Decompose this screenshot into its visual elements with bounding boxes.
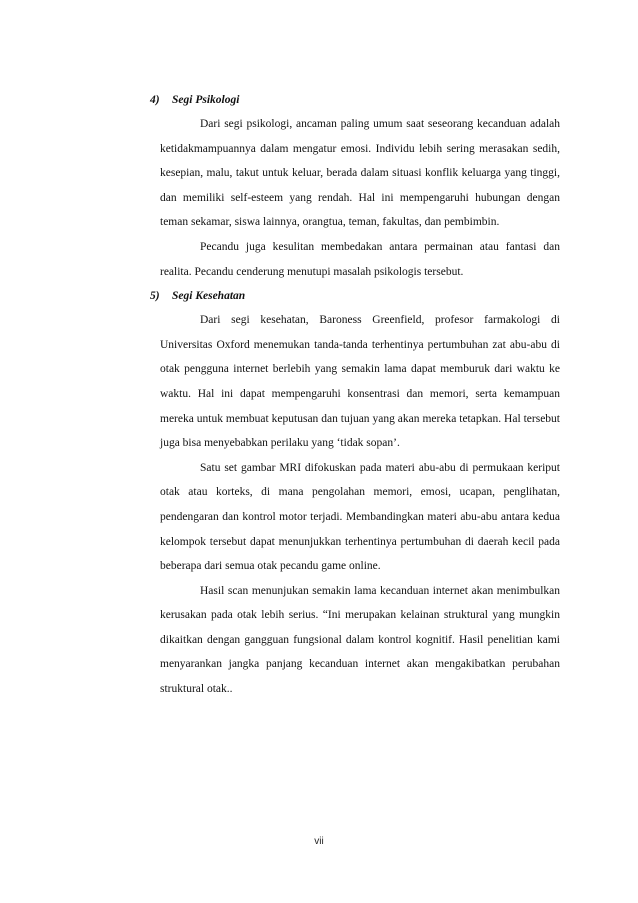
section-heading-kesehatan [150, 284, 560, 308]
paragraph: Dari segi kesehatan, Baroness Greenfield, profesor farmakologi di Universitas Oxford menemukan tanda-tanda terhentinya pertumbuhan zat abu-abu di otak pengguna internet berlebih yang semakin lama dapat memburuk dari waktu ke waktu. Hal ini dapat mempengaruhi konsentrasi dan memori, serta kemampuan mereka untuk membuat keputusan dan tujuan yang akan mereka tetapkan. Hal tersebut juga bisa menyebabkan perilaku yang ‘tidak sopan’. [160, 314, 560, 450]
page-content [150, 88, 560, 702]
section-title: Segi Psikologi [172, 94, 240, 106]
section-title: Segi Kesehatan [172, 290, 246, 303]
page-number: vii [314, 836, 324, 847]
paragraph: Hasil scan menunjukan semakin lama kecanduan internet akan menimbulkan kerusakan pada otak lebih serius. “Ini merupakan kelainan struktural yang mungkin dikaitkan dengan gangguan fungsional dalam kontrol kognitif. Hasil penelitian kami menyarankan jangka panjang kecanduan internet akan mengakibatkan perubahan struktural otak.. [160, 584, 560, 696]
paragraph: Pecandu juga kesulitan membedakan antara permainan atau fantasi dan realita. Pecandu cenderung menutupi masalah psikologis tersebut. [160, 240, 560, 278]
section-number: 4) [150, 94, 160, 106]
section-heading-psikologi [150, 88, 560, 112]
section-number: 5) [150, 290, 160, 303]
paragraph: Dari segi psikologi, ancaman paling umum saat seseorang kecanduan adalah ketidakmampuannya dalam mengatur emosi. Individu lebih sering merasakan sedih, kesepian, malu, takut untuk keluar, berada dalam situasi konflik keluarga yang tinggi, dan memiliki self-esteem yang rendah. Hal ini mempengaruhi hubungan dengan teman sekamar, siswa lainnya, orangtua, teman, fakultas, dan pembimbin. [160, 118, 560, 229]
paragraph: Satu set gambar MRI difokuskan pada materi abu-abu di permukaan keriput otak atau korteks, di mana pengolahan memori, emosi, ucapan, penglihatan, pendengaran dan kontrol motor terjadi. Membandingkan materi abu-abu antara kedua kelompok tersebut dapat menunjukkan terhentinya pertumbuhan di daerah kecil pada beberapa dari semua otak pecandu game online. [160, 461, 560, 573]
